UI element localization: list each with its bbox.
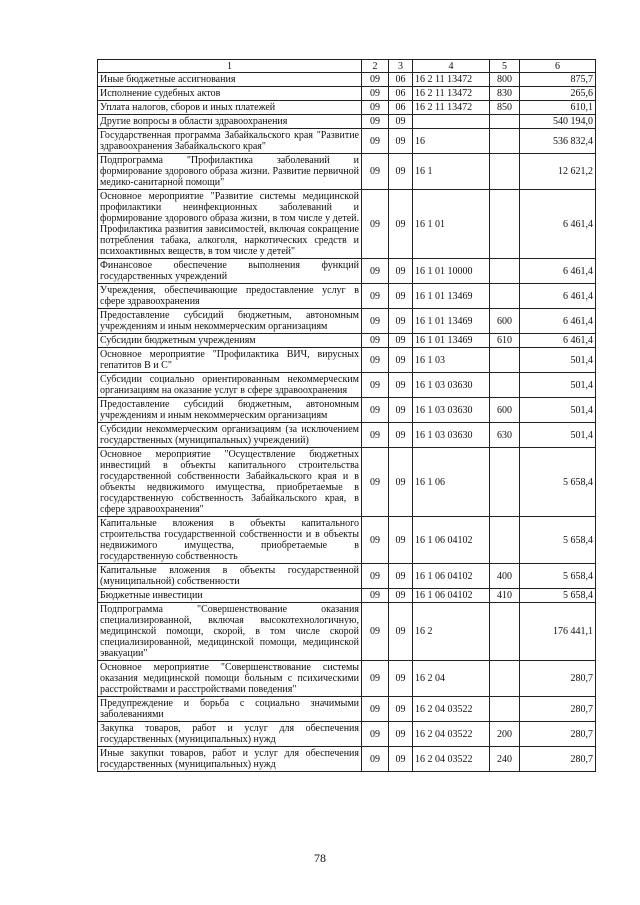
table-row: [98, 398, 596, 423]
row-expense-type-cell: [490, 448, 520, 517]
row-amount-cell: 280,7: [520, 747, 596, 772]
row-section-cell: 09: [362, 87, 389, 101]
row-subsection-cell: 09: [389, 190, 413, 259]
table-row: [98, 448, 596, 517]
row-target-article-cell: 16 2 04 03522: [413, 722, 490, 747]
row-subsection-cell: 09: [389, 154, 413, 190]
table-row: [98, 564, 596, 589]
row-expense-type-cell: 200: [490, 722, 520, 747]
row-amount-cell: 610,1: [520, 101, 596, 115]
row-name-cell: Субсидии социально ориентированным некоммерческим организациям на оказание услуг в сфере здравоохранения: [98, 373, 362, 398]
row-amount-cell: 176 441,1: [520, 603, 596, 661]
row-subsection-cell: 09: [389, 589, 413, 603]
row-target-article-cell: 16 2 04: [413, 661, 490, 697]
row-name-cell: Предоставление субсидий бюджетным, автономным учреждениям и иным некоммерческим организациям: [98, 309, 362, 334]
row-amount-cell: 536 832,4: [520, 129, 596, 154]
row-expense-type-cell: [490, 115, 520, 129]
table-row: [98, 589, 596, 603]
row-name-cell: Подпрограмма "Совершенствование оказания специализированной, включая высокотехнологичную, медицинской помощи, скорой, в том числе скорой специализированной, медицинской помощи, медицинской эвакуации": [98, 603, 362, 661]
row-subsection-cell: 09: [389, 115, 413, 129]
table-row: [98, 517, 596, 564]
row-section-cell: 09: [362, 564, 389, 589]
row-target-article-cell: 16 1 06: [413, 448, 490, 517]
row-target-article-cell: 16 1 01 13469: [413, 284, 490, 309]
budget-table-container: [97, 59, 595, 772]
row-section-cell: 09: [362, 115, 389, 129]
header-cell-section: 2: [362, 60, 389, 73]
row-section-cell: 09: [362, 334, 389, 348]
row-target-article-cell: 16 1 03 03630: [413, 398, 490, 423]
table-row: [98, 334, 596, 348]
row-amount-cell: 280,7: [520, 697, 596, 722]
row-subsection-cell: 06: [389, 73, 413, 87]
row-subsection-cell: 09: [389, 373, 413, 398]
table-row: [98, 73, 596, 87]
table-body: [98, 73, 596, 772]
table-row: [98, 722, 596, 747]
row-subsection-cell: 09: [389, 722, 413, 747]
row-section-cell: 09: [362, 448, 389, 517]
row-expense-type-cell: [490, 129, 520, 154]
row-name-cell: Предоставление субсидий бюджетным, автономным учреждениям и иным некоммерческим организациям: [98, 398, 362, 423]
row-expense-type-cell: 240: [490, 747, 520, 772]
row-subsection-cell: 09: [389, 603, 413, 661]
table-row: [98, 747, 596, 772]
table-row: [98, 259, 596, 284]
row-amount-cell: 540 194,0: [520, 115, 596, 129]
row-target-article-cell: 16 1 01 13469: [413, 309, 490, 334]
row-amount-cell: 280,7: [520, 722, 596, 747]
row-section-cell: 09: [362, 190, 389, 259]
row-expense-type-cell: [490, 373, 520, 398]
table-header-row: [98, 60, 596, 73]
row-subsection-cell: 09: [389, 348, 413, 373]
row-target-article-cell: 16 1 06 04102: [413, 589, 490, 603]
row-target-article-cell: 16 2 11 13472: [413, 101, 490, 115]
row-name-cell: Иные закупки товаров, работ и услуг для обеспечения государственных (муниципальных) нужд: [98, 747, 362, 772]
row-target-article-cell: 16 2 11 13472: [413, 87, 490, 101]
row-subsection-cell: 09: [389, 334, 413, 348]
row-amount-cell: 6 461,4: [520, 309, 596, 334]
row-amount-cell: 6 461,4: [520, 284, 596, 309]
row-subsection-cell: 09: [389, 661, 413, 697]
row-subsection-cell: 09: [389, 129, 413, 154]
table-row: [98, 373, 596, 398]
row-target-article-cell: 16 1 06 04102: [413, 517, 490, 564]
row-target-article-cell: 16 1: [413, 154, 490, 190]
row-subsection-cell: 09: [389, 284, 413, 309]
row-amount-cell: 6 461,4: [520, 334, 596, 348]
row-name-cell: Капитальные вложения в объекты капитального строительства государственной собственности и в объекты недвижимого имущества, приобретаемые в государственную собственность: [98, 517, 362, 564]
row-name-cell: Бюджетные инвестиции: [98, 589, 362, 603]
table-row: [98, 87, 596, 101]
row-subsection-cell: 09: [389, 259, 413, 284]
row-name-cell: Субсидии некоммерческим организациям (за исключением государственных (муниципальных) учреждений): [98, 423, 362, 448]
row-section-cell: 09: [362, 284, 389, 309]
row-subsection-cell: 09: [389, 747, 413, 772]
row-expense-type-cell: [490, 603, 520, 661]
row-expense-type-cell: 600: [490, 309, 520, 334]
row-name-cell: Подпрограмма "Профилактика заболеваний и формирование здорового образа жизни. Развитие первичной медико-санитарной помощи": [98, 154, 362, 190]
header-cell-name: 1: [98, 60, 362, 73]
table-row: [98, 284, 596, 309]
row-name-cell: Государственная программа Забайкальского края "Развитие здравоохранения Забайкальского края": [98, 129, 362, 154]
row-expense-type-cell: 610: [490, 334, 520, 348]
row-expense-type-cell: [490, 517, 520, 564]
row-section-cell: 09: [362, 101, 389, 115]
row-expense-type-cell: [490, 259, 520, 284]
table-row: [98, 423, 596, 448]
row-expense-type-cell: 830: [490, 87, 520, 101]
table-row: [98, 101, 596, 115]
row-amount-cell: 12 621,2: [520, 154, 596, 190]
row-name-cell: Основное мероприятие "Профилактика ВИЧ, вирусных гепатитов В и С": [98, 348, 362, 373]
row-amount-cell: 5 658,4: [520, 517, 596, 564]
table-row: [98, 348, 596, 373]
row-section-cell: 09: [362, 589, 389, 603]
row-amount-cell: 5 658,4: [520, 448, 596, 517]
header-cell-subsection: 3: [389, 60, 413, 73]
row-amount-cell: 280,7: [520, 661, 596, 697]
row-name-cell: Учреждения, обеспечивающие предоставление услуг в сфере здравоохранения: [98, 284, 362, 309]
table-row: [98, 115, 596, 129]
row-section-cell: 09: [362, 661, 389, 697]
row-name-cell: Иные бюджетные ассигнования: [98, 73, 362, 87]
row-expense-type-cell: [490, 154, 520, 190]
row-section-cell: 09: [362, 603, 389, 661]
row-subsection-cell: 09: [389, 398, 413, 423]
row-subsection-cell: 09: [389, 517, 413, 564]
row-amount-cell: 501,4: [520, 373, 596, 398]
table-row: [98, 129, 596, 154]
row-section-cell: 09: [362, 398, 389, 423]
row-subsection-cell: 09: [389, 423, 413, 448]
row-section-cell: 09: [362, 154, 389, 190]
row-target-article-cell: 16 1 03: [413, 348, 490, 373]
row-section-cell: 09: [362, 348, 389, 373]
row-target-article-cell: 16 2 04 03522: [413, 697, 490, 722]
row-expense-type-cell: 800: [490, 73, 520, 87]
header-cell-expense-type: 5: [490, 60, 520, 73]
row-section-cell: 09: [362, 309, 389, 334]
row-subsection-cell: 09: [389, 448, 413, 517]
row-name-cell: Основное мероприятие "Совершенствование системы оказания медицинской помощи больным с психическими расстройствами и расстройствами поведения": [98, 661, 362, 697]
row-expense-type-cell: [490, 661, 520, 697]
row-name-cell: Субсидии бюджетным учреждениям: [98, 334, 362, 348]
row-name-cell: Другие вопросы в области здравоохранения: [98, 115, 362, 129]
row-target-article-cell: [413, 115, 490, 129]
row-expense-type-cell: [490, 284, 520, 309]
row-expense-type-cell: [490, 348, 520, 373]
row-amount-cell: 875,7: [520, 73, 596, 87]
table-row: [98, 603, 596, 661]
row-target-article-cell: 16 2: [413, 603, 490, 661]
row-subsection-cell: 06: [389, 87, 413, 101]
row-name-cell: Основное мероприятие "Осуществление бюджетных инвестиций в объекты капитального строительства государственной собственности Забайкальского края и в объекты недвижимого имущества, приобретаемые в государственную собственность Забайкальского края, в сфере здравоохранения": [98, 448, 362, 517]
row-amount-cell: 501,4: [520, 348, 596, 373]
row-expense-type-cell: 410: [490, 589, 520, 603]
table-row: [98, 190, 596, 259]
row-target-article-cell: 16 1 03 03630: [413, 423, 490, 448]
row-name-cell: Исполнение судебных актов: [98, 87, 362, 101]
row-section-cell: 09: [362, 517, 389, 564]
budget-table: [97, 59, 596, 772]
row-section-cell: 09: [362, 129, 389, 154]
row-section-cell: 09: [362, 373, 389, 398]
row-amount-cell: 6 461,4: [520, 259, 596, 284]
table-row: [98, 697, 596, 722]
row-target-article-cell: 16 1 01: [413, 190, 490, 259]
row-section-cell: 09: [362, 259, 389, 284]
row-expense-type-cell: 630: [490, 423, 520, 448]
row-amount-cell: 501,4: [520, 423, 596, 448]
row-name-cell: Предупреждение и борьба с социально значимыми заболеваниями: [98, 697, 362, 722]
page-number: 78: [314, 851, 326, 865]
row-target-article-cell: 16: [413, 129, 490, 154]
table-row: [98, 661, 596, 697]
row-amount-cell: 501,4: [520, 398, 596, 423]
row-target-article-cell: 16 1 03 03630: [413, 373, 490, 398]
row-target-article-cell: 16 1 01 10000: [413, 259, 490, 284]
row-expense-type-cell: [490, 697, 520, 722]
row-subsection-cell: 09: [389, 564, 413, 589]
row-name-cell: Финансовое обеспечение выполнения функций государственных учреждений: [98, 259, 362, 284]
row-subsection-cell: 09: [389, 309, 413, 334]
row-expense-type-cell: 850: [490, 101, 520, 115]
table-row: [98, 309, 596, 334]
row-expense-type-cell: 400: [490, 564, 520, 589]
row-expense-type-cell: [490, 190, 520, 259]
row-amount-cell: 5 658,4: [520, 564, 596, 589]
row-subsection-cell: 09: [389, 697, 413, 722]
row-amount-cell: 265,6: [520, 87, 596, 101]
row-section-cell: 09: [362, 73, 389, 87]
row-name-cell: Закупка товаров, работ и услуг для обеспечения государственных (муниципальных) нужд: [98, 722, 362, 747]
row-section-cell: 09: [362, 423, 389, 448]
row-target-article-cell: 16 1 06 04102: [413, 564, 490, 589]
row-target-article-cell: 16 2 04 03522: [413, 747, 490, 772]
row-amount-cell: 5 658,4: [520, 589, 596, 603]
row-name-cell: Капитальные вложения в объекты государственной (муниципальной) собственности: [98, 564, 362, 589]
row-target-article-cell: 16 1 01 13469: [413, 334, 490, 348]
row-subsection-cell: 06: [389, 101, 413, 115]
row-name-cell: Уплата налогов, сборов и иных платежей: [98, 101, 362, 115]
header-cell-target-article: 4: [413, 60, 490, 73]
row-name-cell: Основное мероприятие "Развитие системы медицинской профилактики неинфекционных заболеваний и формирование здорового образа жизни, в том числе у детей. Профилактика развития зависимостей, включая сокращение потребления табака, алкоголя, наркотических средств и психоактивных веществ, в том числе у детей": [98, 190, 362, 259]
row-section-cell: 09: [362, 697, 389, 722]
header-cell-amount: 6: [520, 60, 596, 73]
row-section-cell: 09: [362, 747, 389, 772]
row-amount-cell: 6 461,4: [520, 190, 596, 259]
row-expense-type-cell: 600: [490, 398, 520, 423]
table-row: [98, 154, 596, 190]
row-section-cell: 09: [362, 722, 389, 747]
row-target-article-cell: 16 2 11 13472: [413, 73, 490, 87]
